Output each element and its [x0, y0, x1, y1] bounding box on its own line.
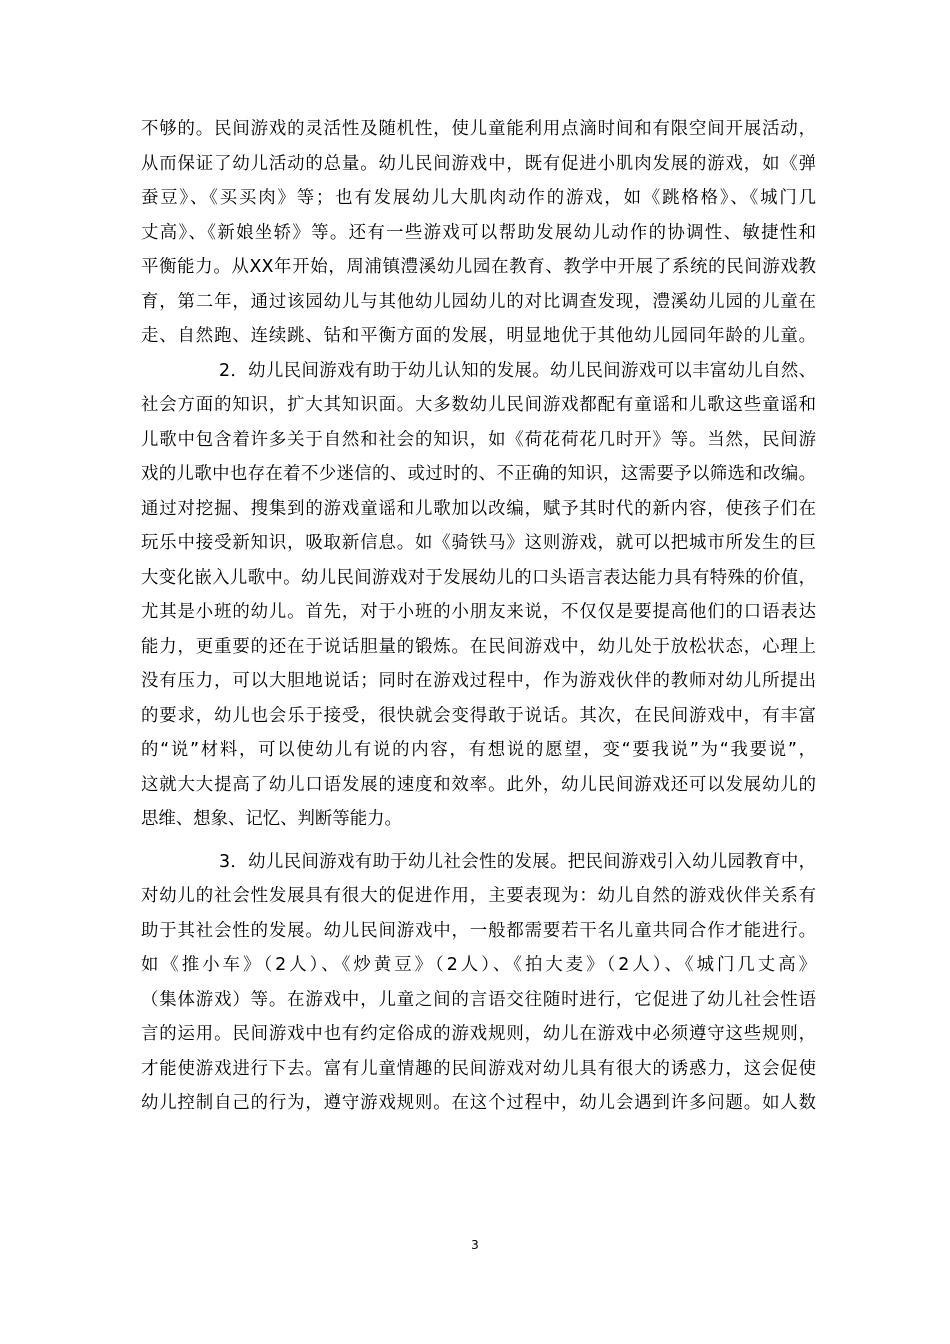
page-number: 3 — [471, 1238, 479, 1252]
text-line: （集体游戏）等。在游戏中，儿童之间的言语交往随时进行，它促进了幼儿社会性语 — [141, 989, 816, 1010]
document-body — [141, 112, 816, 1121]
text-line: 大变化嵌入儿歌中。幼儿民间游戏对于发展幼儿的口头语言表达能力具有特殊的价值， — [141, 567, 816, 588]
paragraph-1 — [141, 112, 816, 354]
text-line: 这就大大提高了幼儿口语发展的速度和效率。此外，幼儿民间游戏还可以发展幼儿的 — [141, 774, 816, 795]
text-line: 2．幼儿民间游戏有助于幼儿认知的发展。幼儿民间游戏可以丰富幼儿自然、 — [219, 360, 816, 381]
text-line: 蚕豆》、《买买肉》等；也有发展幼儿大肌肉动作的游戏，如《跳格格》、《城门几 — [141, 188, 816, 208]
paragraph-gap — [141, 837, 816, 845]
text-line: 儿歌中包含着许多关于自然和社会的知识，如《荷花荷花几时开》等。当然，民间游 — [141, 429, 816, 450]
text-line: 能力，更重要的还在于说话胆量的锻炼。在民间游戏中，幼儿处于放松状态，心理上 — [141, 636, 816, 657]
text-line: 的“说”材料，可以使幼儿有说的内容，有想说的愿望，变“要我说”为“我要说”， — [141, 740, 816, 760]
text-line: 社会方面的知识，扩大其知识面。大多数幼儿民间游戏都配有童谣和儿歌这些童谣和 — [141, 395, 816, 415]
text-line: 育，第二年，通过该园幼儿与其他幼儿园幼儿的对比调查发现，澧溪幼儿园的儿童在 — [141, 291, 816, 312]
text-line: 的要求，幼儿也会乐于接受，很快就会变得敢于说话。其次，在民间游戏中，有丰富 — [141, 705, 816, 726]
text-line: 没有压力，可以大胆地说话；同时在游戏过程中，作为游戏伙伴的教师对幼儿所提出 — [141, 671, 816, 691]
text-line: 玩乐中接受新知识，吸取新信息。如《骑铁马》这则游戏，就可以把城市所发生的巨 — [141, 533, 816, 553]
text-line: 对幼儿的社会性发展具有很大的促进作用，主要表现为：幼儿自然的游戏伙伴关系有 — [141, 886, 816, 906]
paragraph-3 — [141, 845, 816, 1121]
text-line: 不够的。民间游戏的灵活性及随机性，使儿童能利用点滴时间和有限空间开展活动， — [141, 119, 816, 139]
text-line: 戏的儿歌中也存在着不少迷信的、或过时的、不正确的知识，这需要予以筛选和改编。 — [141, 464, 816, 484]
text-line: 3．幼儿民间游戏有助于幼儿社会性的发展。把民间游戏引入幼儿园教育中， — [219, 851, 816, 872]
text-line: 思维、想象、记忆、判断等能力。 — [141, 809, 402, 829]
text-line: 从而保证了幼儿活动的总量。幼儿民间游戏中，既有促进小肌肉发展的游戏，如《弹 — [141, 153, 816, 174]
text-line: 尤其是小班的幼儿。首先，对于小班的小朋友来说，不仅仅是要提高他们的口语表达 — [141, 602, 816, 622]
text-line: 助于其社会性的发展。幼儿民间游戏中，一般都需要若干名儿童共同合作才能进行。 — [141, 920, 816, 941]
text-line: 才能使游戏进行下去。富有儿童情趣的民间游戏对幼儿具有很大的诱惑力，这会促使 — [141, 1058, 816, 1079]
text-line: 平衡能力。从XX年开始，周浦镇澧溪幼儿园在教育、教学中开展了系统的民间游戏教 — [141, 257, 816, 277]
text-line: 走、自然跑、连续跳、钻和平衡方面的发展，明显地优于其他幼儿园同年龄的儿童。 — [141, 326, 816, 346]
paragraph-2 — [141, 354, 816, 837]
text-line: 丈高》、《新娘坐轿》等。还有一些游戏可以帮助发展幼儿动作的协调性、敏捷性和 — [141, 222, 816, 243]
text-line: 言的运用。民间游戏中也有约定俗成的游戏规则，幼儿在游戏中必须遵守这些规则， — [141, 1024, 816, 1044]
text-line: 如《推小车》（2人）、《炒黄豆》（2人）、《拍大麦》（2人）、《城门几丈高》 — [141, 955, 816, 975]
text-line: 幼儿控制自己的行为，遵守游戏规则。在这个过程中，幼儿会遇到许多问题。如人数 — [141, 1093, 816, 1113]
text-line: 通过对挖掘、搜集到的游戏童谣和儿歌加以改编，赋予其时代的新内容，使孩子们在 — [141, 498, 816, 519]
